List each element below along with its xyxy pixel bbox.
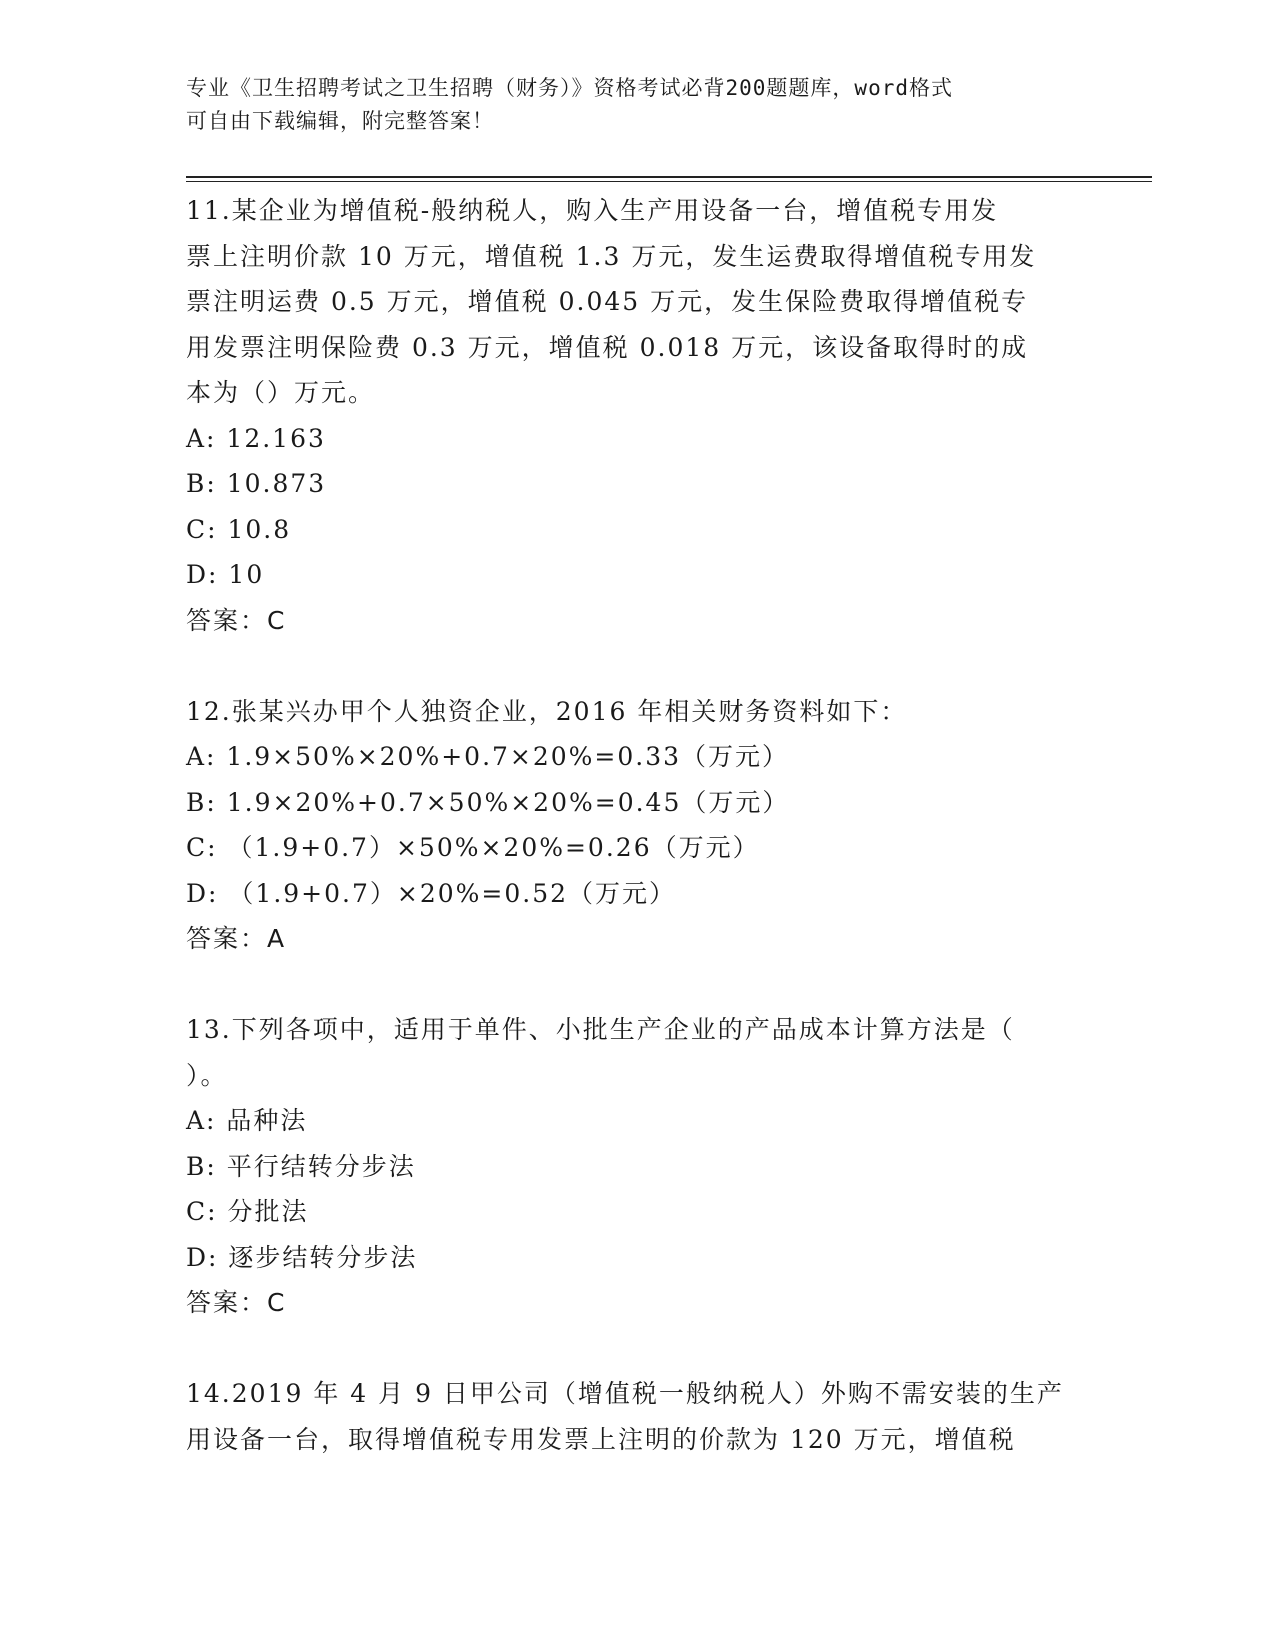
option-c: C: 10.8 [186,514,292,544]
question-stem-line: 票注明运费 0.5 万元，增值税 0.045 万元，发生保险费取得增值税专 [186,287,1029,316]
question-block-14 [186,1371,1086,1462]
question-list [186,188,1086,1462]
header-title-line-2: 可自由下载编辑，附完整答案！ [186,109,494,133]
option-b: B: 平行结转分步法 [186,1151,416,1181]
question-stem-line: 11.某企业为增值税-般纳税人，购入生产用设备一台，增值税专用发 [186,196,999,225]
answer-line: 答案：C [186,605,287,635]
option-c: C: 分批法 [186,1197,309,1226]
option-b: B: 10.873 [186,469,327,498]
option-d: D: 10 [186,560,265,589]
option-a: A: 12.163 [186,423,326,453]
question-block-12 [186,689,1086,962]
option-d: D: （1.9+0.7）×20%=0.52（万元） [186,878,677,908]
question-stem-line: 14.2019 年 4 月 9 日甲公司（增值税一般纳税人）外购不需安装的生产 [186,1379,1064,1408]
question-spacer [186,962,1086,1008]
option-b: B: 1.9×20%+0.7×50%×20%=0.45（万元） [186,787,790,817]
question-block-13 [186,1007,1086,1326]
answer-line: 答案：C [186,1288,287,1317]
question-stem-line: 12.张某兴办甲个人独资企业，2016 年相关财务资料如下： [186,696,908,726]
option-a: A: 1.9×50%×20%+0.7×20%=0.33（万元） [186,742,790,771]
question-stem-line: 票上注明价款 10 万元，增值税 1.3 万元，发生运费取得增值税专用发 [186,241,1037,271]
question-block-11 [186,188,1086,643]
question-stem-line: 本为（）万元。 [186,378,376,407]
answer-line: 答案：A [186,924,287,953]
document-header [186,72,1066,138]
header-divider-thin [186,181,1152,182]
question-stem-line: ）。 [186,1060,228,1090]
option-d: D: 逐步结转分步法 [186,1242,418,1272]
question-spacer [186,643,1086,689]
header-title-line-1: 专业《卫生招聘考试之卫生招聘（财务）》资格考试必背200题题库，word格式 [186,76,953,100]
option-a: A: 品种法 [186,1106,308,1135]
option-c: C: （1.9+0.7）×50%×20%=0.26（万元） [186,833,760,862]
question-spacer [186,1326,1086,1372]
header-divider-thick [186,176,1152,178]
question-stem-line: 用设备一台，取得增值税专用发票上注明的价款为 120 万元，增值税 [186,1424,1016,1454]
question-stem-line: 13.下列各项中，适用于单件、小批生产企业的产品成本计算方法是（ [186,1015,1015,1044]
question-stem-line: 用发票注明保险费 0.3 万元，增值税 0.018 万元，该设备取得时的成 [186,332,1029,362]
